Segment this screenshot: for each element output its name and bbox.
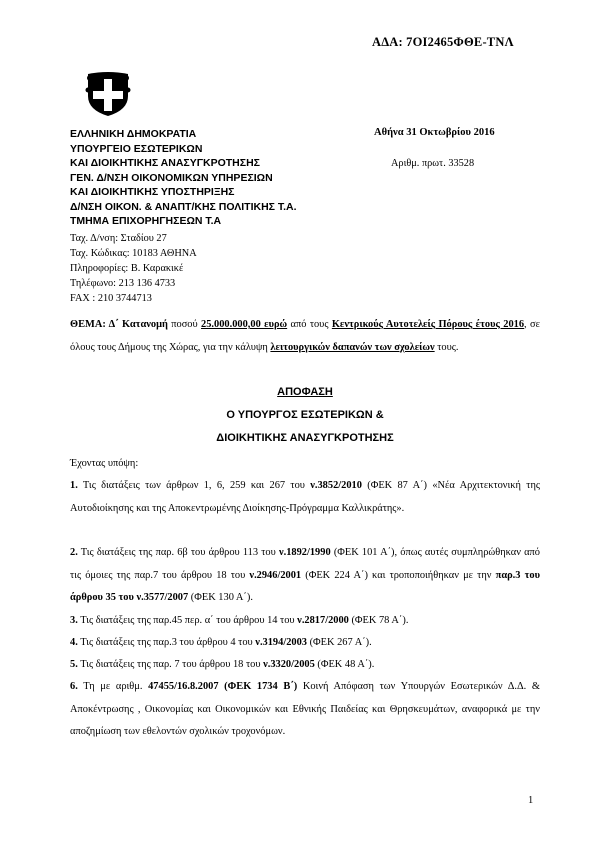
- law-reference: ν.1892/1990: [278, 547, 331, 558]
- item-text: (ΦΕΚ 101 Α΄), όπως αυτές συμπληρώθηκαν από τις όμοιες της παρ.7 του άρθρου 18 του: [70, 547, 541, 581]
- header-line: ΥΠΟΥΡΓΕΙΟ ΕΣΩΤΕΡΙΚΩΝ: [70, 142, 203, 155]
- address-line: Ταχ. Δ/νση: Σταδίου 27: [70, 233, 167, 244]
- header-line: ΕΛΛΗΝΙΚΗ ΔΗΜΟΚΡΑΤΙΑ: [70, 128, 197, 140]
- greek-coat-of-arms-icon: [84, 70, 132, 118]
- subject-label: ΘΕΜΑ:: [70, 319, 106, 330]
- minister-title-line2: ΔΙΟΙΚΗΤΙΚΗΣ ΑΝΑΣΥΓΚΡΟΤΗΣΗΣ: [216, 432, 394, 444]
- item-number: 4.: [70, 637, 78, 648]
- document-date: Αθήνα 31 Οκτωβρίου 2016: [374, 127, 495, 138]
- protocol-number: Αριθμ. πρωτ. 33528: [391, 158, 475, 169]
- legal-basis-item-6: [70, 676, 540, 744]
- item-number: 2.: [70, 547, 78, 558]
- law-reference: ν.3320/2005: [263, 659, 315, 670]
- header-line: ΚΑΙ ΔΙΟΙΚΗΤΙΚΗΣ ΑΝΑΣΥΓΚΡΟΤΗΣΗΣ: [70, 157, 260, 169]
- law-reference: ν.3577/2007: [136, 592, 189, 604]
- item-text: (ΦΕΚ 48 Α΄).: [314, 659, 375, 670]
- law-reference: ν.3852/2010: [310, 480, 362, 491]
- legal-basis-item-4: [70, 632, 540, 655]
- subject-text: ποσού: [167, 319, 202, 330]
- law-reference: ν.3194/2003: [255, 637, 307, 648]
- phone-line: Τηλέφωνο: 213 136 4733: [70, 278, 176, 289]
- item-text: (ΦΕΚ 130 Α΄).: [188, 592, 253, 604]
- item-text: (ΦΕΚ 224 Α΄) και τροποποιήθηκαν με την: [301, 569, 496, 581]
- legal-basis-item-1: [70, 475, 540, 520]
- header-line: ΓΕΝ. Δ/ΝΣΗ ΟΙΚΟΝΟΜΙΚΩΝ ΥΠΗΡΕΣΙΩΝ: [70, 171, 273, 184]
- subject-resources: Κεντρικούς Αυτοτελείς Πόρους έτους 2016: [331, 319, 525, 330]
- header-line: Δ/ΝΣΗ ΟΙΚΟΝ. & ΑΝΑΠΤ/ΚΗΣ ΠΟΛΙΤΙΚΗΣ Τ.Α.: [70, 200, 297, 213]
- subject-paragraph: [70, 314, 540, 359]
- page-number: 1: [528, 795, 534, 806]
- considering-heading: Έχοντας υπόψη:: [70, 458, 139, 469]
- item-text: Τις διατάξεις των άρθρων 1, 6, 259 και 267 του: [77, 480, 311, 491]
- item-number: 6.: [70, 681, 78, 692]
- item-text: Κοινή Απόφαση των Υπουργών Εσωτερικών Δ.Δ. & Αποκέντρωσης , Οικονομίας και Οικονομικών και Εθνικής Παιδείας και Θρησκευμάτων, αναφορικά με την αποζημίωση των εθελοντών σχολικών τροχονόμων.: [70, 681, 540, 738]
- item-text: (ΦΕΚ 87 Α΄) «Νέα Αρχιτεκτονική της Αυτοδιοίκησης και της Αποκεντρωμένης Διοίκησης-Πρόγραμμα Καλλικράτης».: [70, 480, 541, 514]
- subject-amount: 25.000.000,00 ευρώ: [201, 319, 288, 330]
- subject-text: από τους: [287, 319, 332, 330]
- address-line: Ταχ. Κώδικας: 10183 ΑΘΗΝΑ: [70, 248, 197, 259]
- legal-basis-item-3: [70, 610, 540, 633]
- item-text: Τις διατάξεις της παρ. 7 του άρθρου 18 του: [77, 659, 264, 670]
- item-text: Τις διατάξεις της παρ.45 περ. α΄ του άρθρου 14 του: [77, 615, 298, 626]
- item-text: (ΦΕΚ 267 Α΄).: [307, 637, 372, 648]
- decision-title: ΑΠΟΦΑΣΗ: [277, 386, 333, 398]
- subject-purpose: λειτουργικών δαπανών των σχολείων: [270, 341, 435, 353]
- fax-line: FAX : 210 3744713: [70, 293, 152, 304]
- item-text: Τις διατάξεις της παρ.3 του άρθρου 4 του: [77, 637, 256, 648]
- law-reference: 47455/16.8.2007 (ΦΕΚ 1734 Β΄): [148, 681, 298, 692]
- law-reference: ν.2817/2000: [297, 615, 349, 626]
- ada-code: ΑΔΑ: 7ΟΙ2465ΦΘΕ-ΤΝΛ: [372, 35, 514, 49]
- legal-basis-item-5: [70, 654, 540, 677]
- subject-text: τους.: [434, 341, 459, 353]
- minister-title-line1: Ο ΥΠΟΥΡΓΟΣ ΕΣΩΤΕΡΙΚΩΝ &: [226, 409, 384, 421]
- legal-basis-item-2: [70, 542, 540, 610]
- item-text: Τις διατάξεις της παρ. 6β του άρθρου 113 του: [77, 547, 279, 558]
- issuing-authority: [70, 127, 297, 229]
- item-number: 1.: [70, 480, 78, 491]
- law-reference: ν.2946/2001: [249, 569, 302, 581]
- address-line: Πληροφορίες: Β. Καρακικέ: [70, 263, 184, 274]
- item-number: 3.: [70, 615, 78, 626]
- header-line: ΤΜΗΜΑ ΕΠΙΧΟΡΗΓΗΣΕΩΝ Τ.Α: [70, 215, 222, 227]
- subject-allocation: Δ΄ Κατανομή: [105, 319, 168, 330]
- law-reference: παρ.3 του άρθρου 35 του: [70, 569, 540, 604]
- contact-block: [70, 231, 197, 306]
- item-number: 5.: [70, 659, 78, 670]
- item-text: (ΦΕΚ 78 Α΄).: [348, 615, 409, 626]
- subject-text: , σε όλους τους Δήμους της Χώρας, για την κάλυψη: [70, 319, 540, 353]
- header-line: ΚΑΙ ΔΙΟΙΚΗΤΙΚΗΣ ΥΠΟΣΤΗΡΙΞΗΣ: [70, 186, 235, 198]
- item-text: Τη με αριθμ.: [77, 681, 149, 692]
